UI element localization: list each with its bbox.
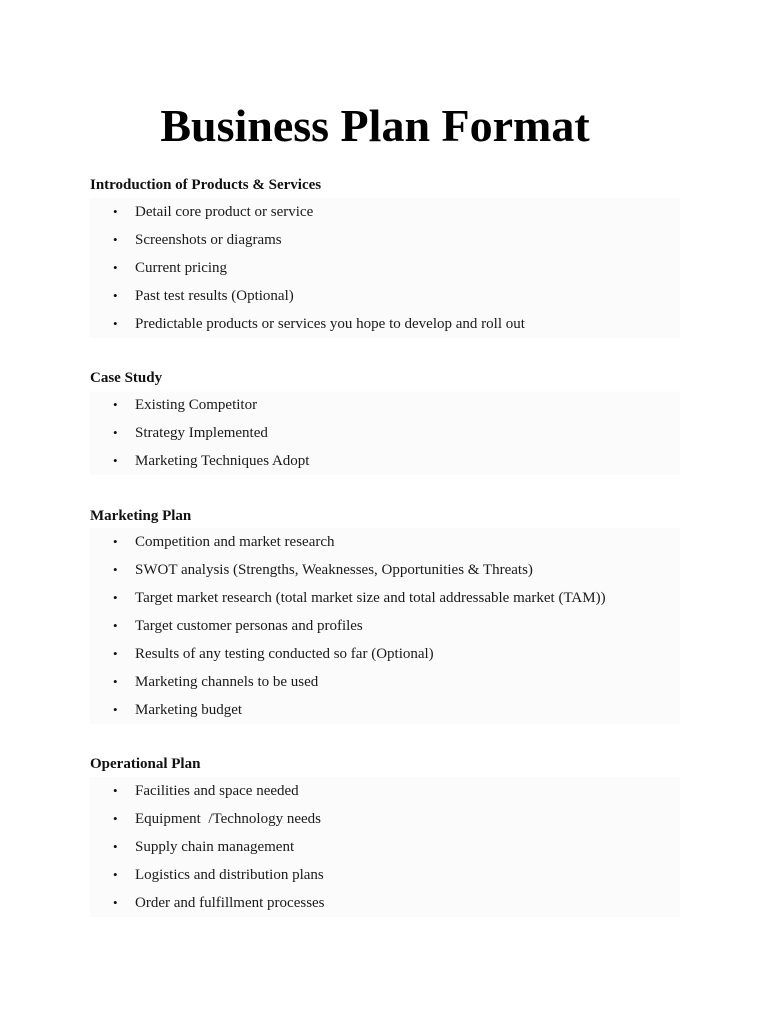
bullet-icon: •	[113, 867, 118, 882]
list-item: • Order and fulfillment processes	[90, 889, 680, 917]
bullet-icon: •	[113, 453, 118, 468]
bullet-icon: •	[113, 674, 118, 689]
bullet-icon: •	[113, 288, 118, 303]
bullet-icon: •	[113, 590, 118, 605]
list-item: • Strategy Implemented	[90, 419, 680, 447]
bullet-icon: •	[113, 783, 118, 798]
bullet-icon: •	[113, 397, 118, 412]
list-item: • Logistics and distribution plans	[90, 861, 680, 889]
bullet-list	[90, 528, 680, 724]
document-title: Business Plan Format	[160, 100, 590, 151]
bullet-icon: •	[113, 839, 118, 854]
section-heading: Operational Plan	[90, 756, 201, 772]
section-heading: Introduction of Products & Services	[90, 177, 322, 193]
bullet-list	[90, 198, 680, 338]
list-item: • Target market research (total market size and total addressable market (TAM))	[90, 584, 680, 612]
bullet-icon: •	[113, 562, 118, 577]
list-item: • Competition and market research	[90, 528, 680, 556]
list-item: • Target customer personas and profiles	[90, 612, 680, 640]
list-item: • Predictable products or services you hope to develop and roll out	[90, 310, 680, 338]
bullet-icon: •	[113, 316, 118, 331]
bullet-icon: •	[113, 811, 118, 826]
list-item: • Facilities and space needed	[90, 777, 680, 805]
bullet-icon: •	[113, 425, 118, 440]
list-item: • Existing Competitor	[90, 391, 680, 419]
list-item: • Marketing Techniques Adopt	[90, 447, 680, 475]
list-item: • Current pricing	[90, 254, 680, 282]
bullet-icon: •	[113, 534, 118, 549]
bullet-icon: •	[113, 260, 118, 275]
bullet-icon: •	[113, 232, 118, 247]
list-item: • Screenshots or diagrams	[90, 226, 680, 254]
list-item: • Supply chain management	[90, 833, 680, 861]
section-heading: Marketing Plan	[90, 508, 192, 524]
list-item: • Marketing budget	[90, 696, 680, 724]
list-item: • Marketing channels to be used	[90, 668, 680, 696]
bullet-icon: •	[113, 204, 118, 219]
bullet-list	[90, 391, 680, 475]
list-item: • Results of any testing conducted so far (Optional)	[90, 640, 680, 668]
list-item: • Detail core product or service	[90, 198, 680, 226]
bullet-icon: •	[113, 702, 118, 717]
bullet-icon: •	[113, 618, 118, 633]
bullet-list	[90, 777, 680, 917]
section-heading: Case Study	[90, 370, 163, 386]
list-item: • Equipment /Technology needs	[90, 805, 680, 833]
bullet-icon: •	[113, 646, 118, 661]
list-item: • Past test results (Optional)	[90, 282, 680, 310]
list-item: • SWOT analysis (Strengths, Weaknesses, Opportunities & Threats)	[90, 556, 680, 584]
bullet-icon: •	[113, 895, 118, 910]
